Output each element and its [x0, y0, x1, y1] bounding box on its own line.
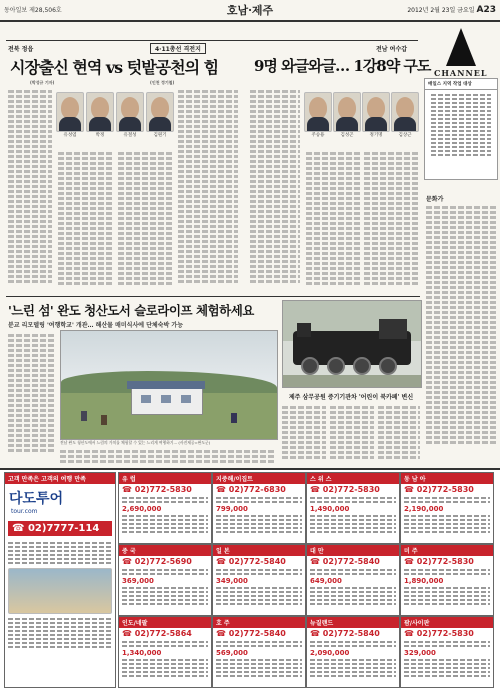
paper-name: 동아일보 제28,506호	[4, 7, 62, 14]
feature-subheadline: 분교 리모델링 '여행학교' 개관… 해산물 매미식사에 단체숙박 가능	[8, 322, 183, 329]
travel-ad-block[interactable]	[118, 616, 212, 688]
feature-rule	[6, 296, 420, 297]
travel-ad-block[interactable]	[306, 544, 400, 616]
article-column-2	[58, 150, 114, 290]
byline-right: (인천 정기철)	[150, 80, 175, 85]
candidate-photo	[391, 92, 419, 132]
candidate-row-left	[56, 88, 176, 146]
candidate-name: 유성엽	[63, 133, 77, 138]
tour-brand: 다도투어	[9, 491, 64, 507]
logo-triangle	[446, 28, 476, 66]
travel-ad-block[interactable]	[212, 472, 306, 544]
feature-photo	[60, 330, 278, 440]
candidate-photo	[304, 92, 332, 132]
headline-right: 9명 와글와글… 1강8약 구도	[254, 57, 431, 75]
tour-main-phone[interactable]: ☎ 02)7777-114	[8, 521, 112, 536]
ad-phone[interactable]: ☎ 02)772-5830	[404, 557, 474, 566]
travel-ad-block[interactable]	[212, 616, 306, 688]
ad-title: 유 럽	[119, 473, 211, 484]
ad-slogan: 고객 만족은 고객의 여행 만족	[5, 473, 115, 484]
section-title: 호남·제주	[226, 4, 274, 17]
travel-ad-block[interactable]	[400, 472, 494, 544]
ad-title: 인도/네팔	[119, 617, 211, 628]
ranking-box	[424, 78, 498, 180]
candidate-photo	[333, 92, 361, 132]
candidate-photo	[146, 92, 174, 132]
top-rule	[6, 40, 418, 41]
candidate-name: 김원기	[153, 133, 167, 138]
ad-title: 호 주	[213, 617, 305, 628]
ad-price: 1,890,000	[404, 577, 444, 585]
ad-price: 2,090,000	[310, 649, 350, 657]
feature-column-2	[282, 404, 326, 464]
election-label: 4·11총선 격전지	[150, 43, 206, 54]
candidate-photo	[56, 92, 84, 132]
travel-ad-block[interactable]	[400, 616, 494, 688]
logo-text: CHANNEL	[434, 68, 488, 78]
ad-phone[interactable]: ☎ 02)772-5840	[310, 557, 380, 566]
candidate-name: 유철성	[123, 133, 137, 138]
ad-title: 동 남 아	[401, 473, 493, 484]
ad-title: 미 주	[401, 545, 493, 556]
tour-brand-sub: tour.com	[11, 508, 38, 515]
feature-column-3	[330, 404, 374, 464]
travel-ad-block[interactable]	[306, 616, 400, 688]
travel-ad-block[interactable]	[118, 472, 212, 544]
ad-title: 대 만	[307, 545, 399, 556]
article-column-1	[8, 88, 52, 290]
candidate-photo	[362, 92, 390, 132]
article-column-5	[250, 88, 300, 290]
ad-price: 2,190,000	[404, 505, 444, 513]
ad-title: 지중해/이집트	[213, 473, 305, 484]
ad-price: 1,490,000	[310, 505, 350, 513]
ad-price: 329,000	[404, 649, 436, 657]
train-photo	[282, 300, 422, 388]
ad-phone[interactable]: ☎ 02)772-5864	[122, 629, 192, 638]
headline-left: 시장출신 현역 vs 텃밭공천의 힘	[10, 58, 219, 77]
candidate-name: 주승용	[311, 133, 325, 138]
ad-title: 스 위 스	[307, 473, 399, 484]
candidate-name: 박정	[95, 133, 105, 138]
ad-phone[interactable]: ☎ 02)772-5830	[122, 485, 192, 494]
candidate-name: 김성곤	[340, 133, 354, 138]
article-column-4	[178, 88, 238, 290]
culture-heading: 문화가	[426, 196, 444, 203]
candidate-photo	[86, 92, 114, 132]
ad-phone[interactable]: ☎ 02)772-5830	[310, 485, 380, 494]
date-page: 2012년 2월 23일 금요일 A23	[407, 5, 496, 15]
photo-caption: 전남 완도 청산도에서 느림의 가치를 체험할 수 있는 느리게 여행하기... (사진제공=완도군)	[60, 440, 211, 445]
article-column-6	[306, 150, 360, 290]
ad-title: 괌/사이판	[401, 617, 493, 628]
tour-logo-ad[interactable]	[4, 472, 116, 688]
ad-phone[interactable]: ☎ 02)772-5840	[216, 557, 286, 566]
page-header	[0, 0, 500, 22]
travel-ad-block[interactable]	[212, 544, 306, 616]
candidate-photo	[116, 92, 144, 132]
ad-phone[interactable]: ☎ 02)772-5840	[216, 629, 286, 638]
ad-phone[interactable]: ☎ 02)772-6830	[216, 485, 286, 494]
travel-ad-block[interactable]	[118, 544, 212, 616]
culture-listings	[426, 204, 496, 454]
region-left: 전북 정읍	[8, 46, 34, 53]
tour-photo	[8, 568, 112, 614]
feature-column-1	[8, 332, 56, 458]
ad-price: 569,000	[216, 649, 248, 657]
ranking-title: 매일스 지역 작업 대상	[425, 79, 497, 90]
ad-price: 369,000	[122, 577, 154, 585]
ad-title: 중 국	[119, 545, 211, 556]
region-right: 전남 여수갑	[376, 46, 408, 53]
feature-headline: '느린 섬' 완도 청산도서 슬로라이프 체험하세요	[8, 303, 254, 318]
ad-phone[interactable]: ☎ 02)772-5690	[122, 557, 192, 566]
feature-column-4	[378, 404, 420, 464]
ad-price: 2,690,000	[122, 505, 162, 513]
ad-title: 뉴질랜드	[307, 617, 399, 628]
ad-title: 일 본	[213, 545, 305, 556]
feature-column-5	[60, 448, 276, 464]
article-column-3	[118, 150, 174, 290]
ad-price: 649,000	[310, 577, 342, 585]
travel-ad-block[interactable]	[400, 544, 494, 616]
ad-price: 349,000	[216, 577, 248, 585]
ad-phone[interactable]: ☎ 02)772-5830	[404, 485, 474, 494]
byline-left: (박성규 기자)	[30, 80, 55, 85]
ad-phone[interactable]: ☎ 02)772-5830	[404, 629, 474, 638]
ad-price: 799,000	[216, 505, 248, 513]
candidate-name: 정기명	[369, 133, 383, 138]
candidate-row-right	[304, 88, 420, 146]
candidate-name: 김상근	[398, 133, 412, 138]
ad-grid	[118, 472, 496, 686]
article-column-7	[364, 150, 418, 290]
train-caption: 제주 삼무공원 증기기관차 '어린이 북카페' 변신	[288, 394, 414, 401]
ad-phone[interactable]: ☎ 02)772-5840	[310, 629, 380, 638]
travel-ad-block[interactable]	[306, 472, 400, 544]
ad-price: 1,340,000	[122, 649, 162, 657]
